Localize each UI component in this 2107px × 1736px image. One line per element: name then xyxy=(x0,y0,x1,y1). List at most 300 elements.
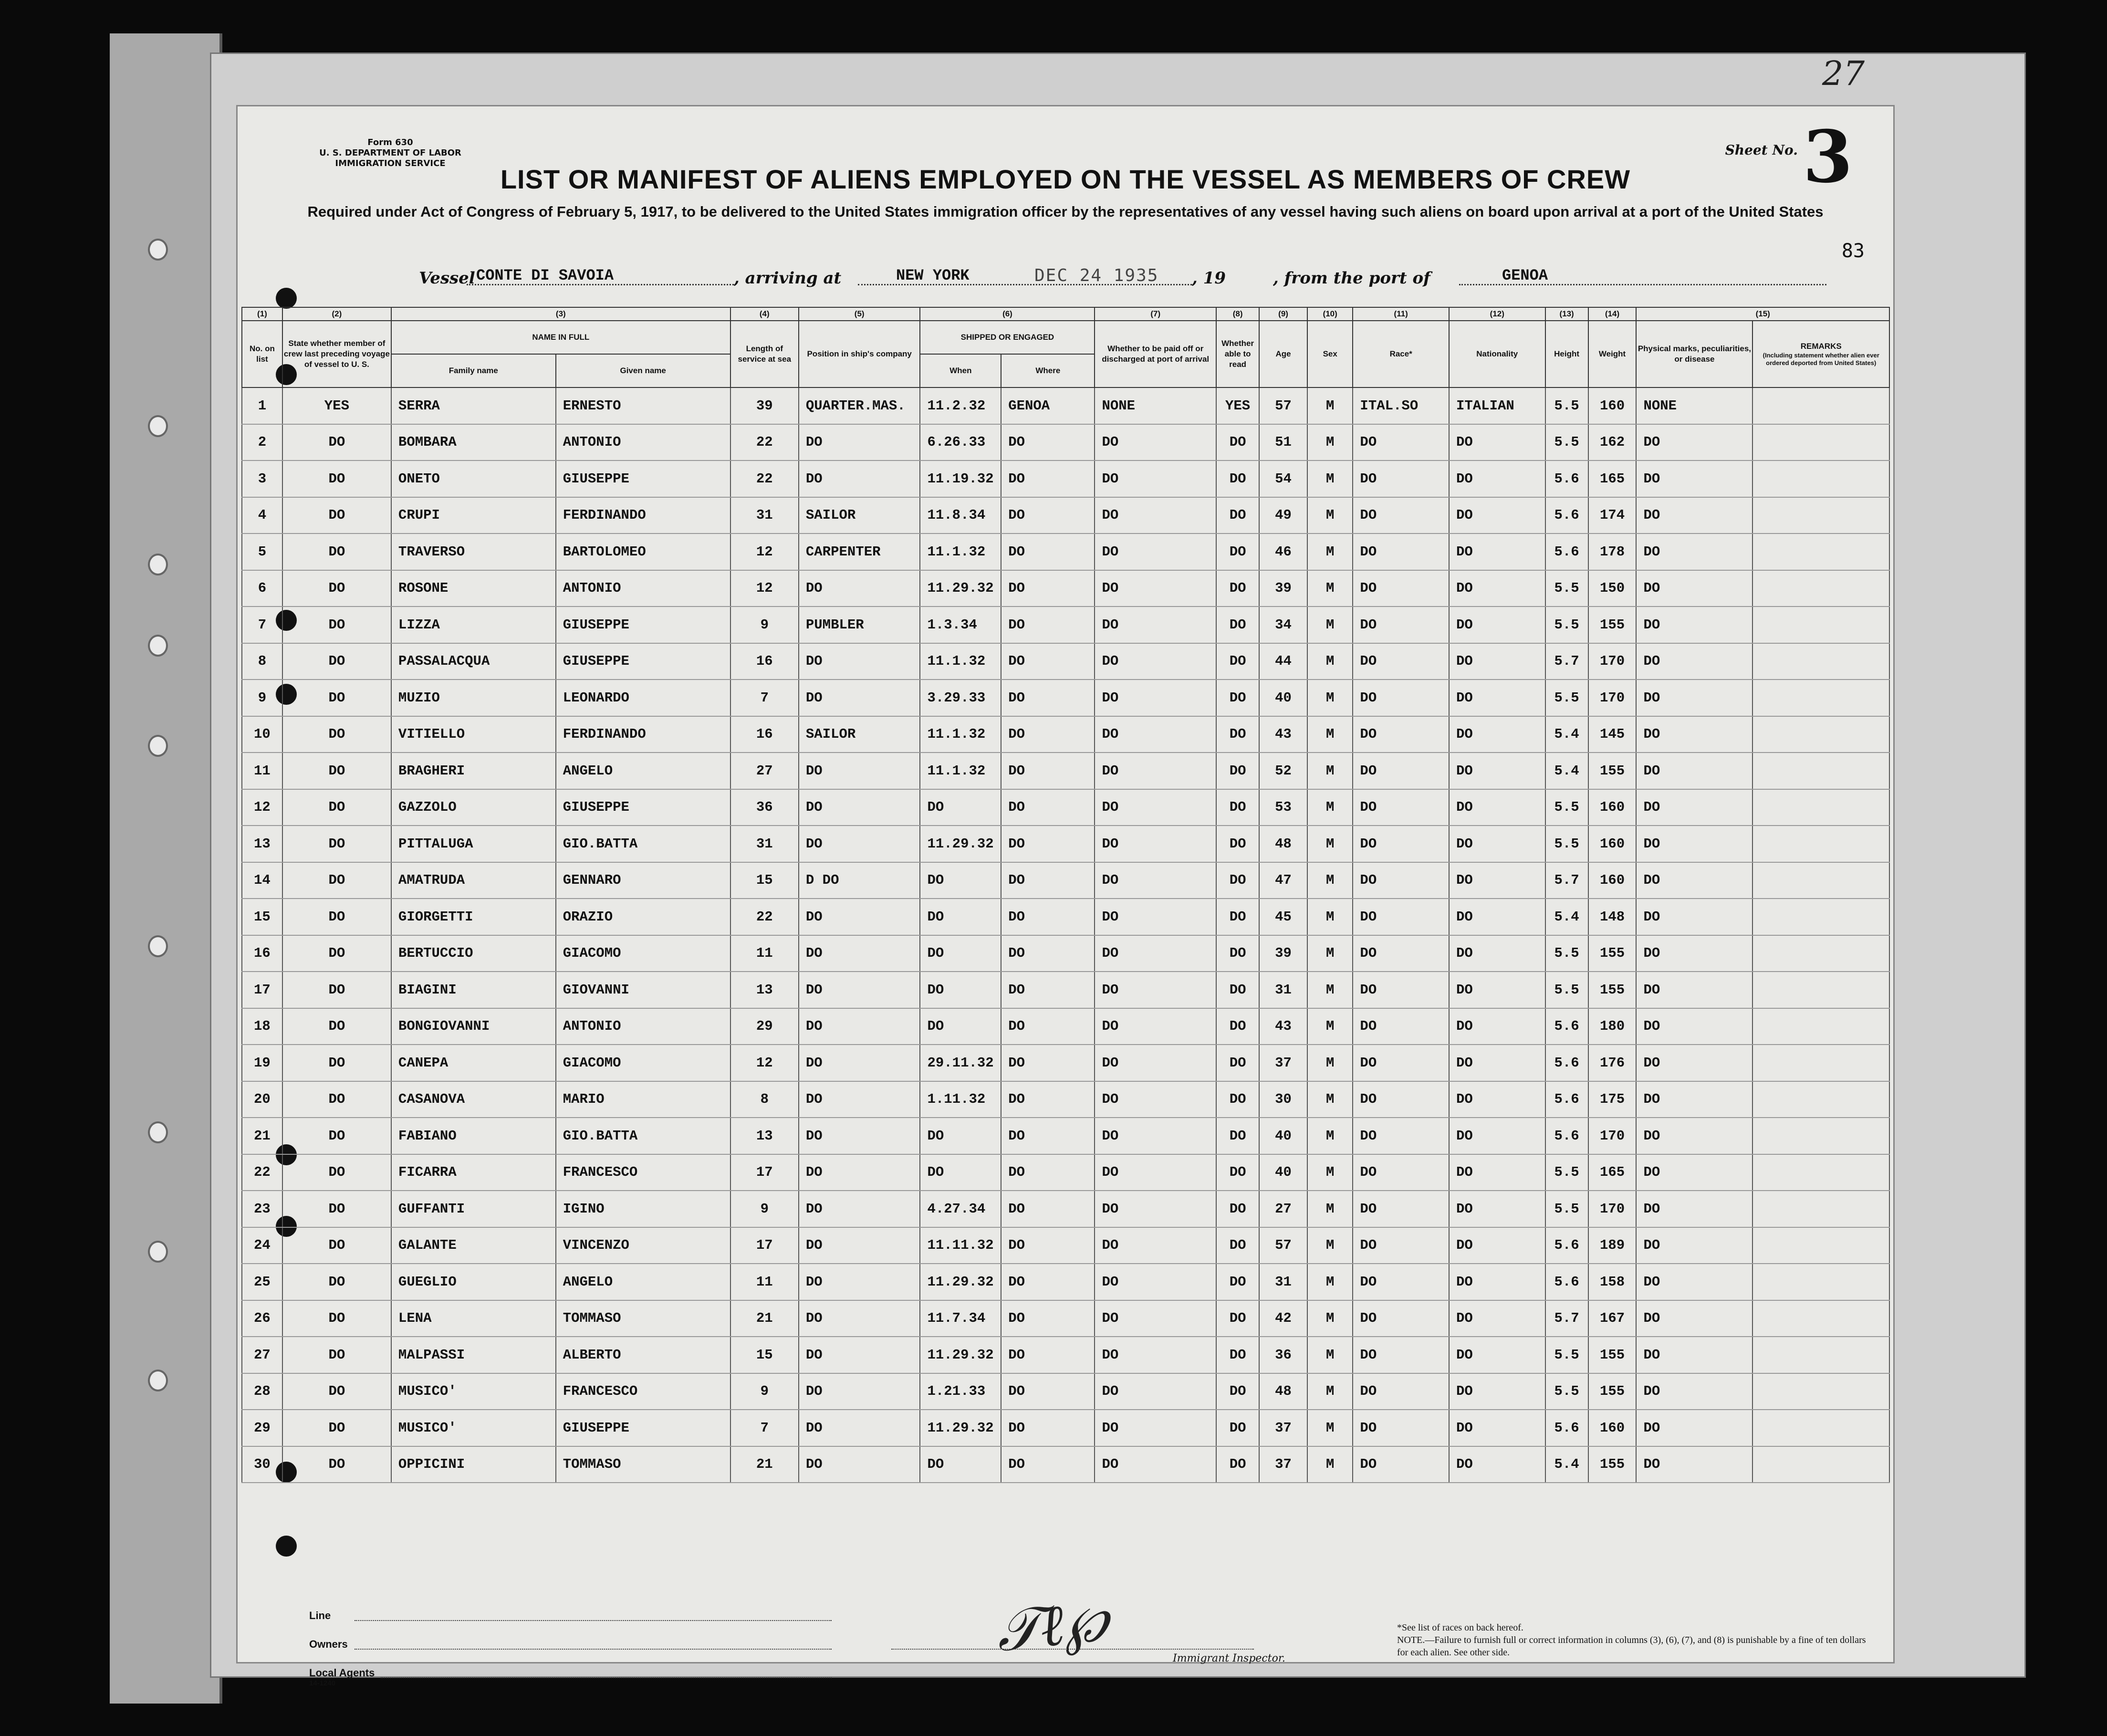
date-stamp: DEC 24 1935 xyxy=(1034,266,1159,285)
owners-label: Owners xyxy=(309,1638,348,1650)
shipped-when-cell: 1.11.32 xyxy=(920,1081,1001,1118)
sex-cell: M xyxy=(1307,1118,1353,1154)
able-read-cell: DO xyxy=(1216,570,1259,607)
remarks-cell xyxy=(1752,424,1889,461)
position-cell: DO xyxy=(799,935,920,972)
able-read-cell: DO xyxy=(1216,424,1259,461)
given-name-cell: ORAZIO xyxy=(556,899,730,935)
length-service-cell: 12 xyxy=(730,533,799,570)
physical-marks-cell: DO xyxy=(1636,680,1752,716)
sex-cell: M xyxy=(1307,1191,1353,1227)
nationality-cell: DO xyxy=(1449,935,1545,972)
height-cell: 5.5 xyxy=(1545,1191,1588,1227)
row-number-cell: 13 xyxy=(242,826,282,862)
family-name-cell: AMATRUDA xyxy=(391,862,556,899)
sex-cell: M xyxy=(1307,1264,1353,1300)
physical-marks-cell: DO xyxy=(1636,789,1752,826)
sex-cell: M xyxy=(1307,460,1353,497)
row-number-cell: 14 xyxy=(242,862,282,899)
weight-cell: 180 xyxy=(1588,1008,1637,1045)
physical-marks-cell: DO xyxy=(1636,1191,1752,1227)
age-cell: 49 xyxy=(1259,497,1307,534)
row-number-cell: 8 xyxy=(242,643,282,680)
age-cell: 39 xyxy=(1259,570,1307,607)
race-cell: DO xyxy=(1353,460,1449,497)
weight-cell: 160 xyxy=(1588,862,1637,899)
nationality-cell: DO xyxy=(1449,716,1545,753)
physical-marks-cell: DO xyxy=(1636,862,1752,899)
physical-marks-cell: DO xyxy=(1636,935,1752,972)
table-row xyxy=(242,1227,1889,1264)
age-cell: 57 xyxy=(1259,387,1307,424)
shipped-when-cell: 11.2.32 xyxy=(920,387,1001,424)
nationality-cell: DO xyxy=(1449,680,1545,716)
sex-cell: M xyxy=(1307,643,1353,680)
row-number-cell: 19 xyxy=(242,1045,282,1081)
binder-hole xyxy=(148,239,168,261)
able-read-cell: DO xyxy=(1216,935,1259,972)
prev-voyage-cell: DO xyxy=(282,899,391,935)
length-service-cell: 12 xyxy=(730,1045,799,1081)
row-number-cell: 7 xyxy=(242,607,282,643)
table-row xyxy=(242,753,1889,789)
remarks-cell xyxy=(1752,1154,1889,1191)
given-name-cell: TOMMASO xyxy=(556,1300,730,1337)
nationality-cell: DO xyxy=(1449,1081,1545,1118)
agents-field xyxy=(381,1677,832,1678)
able-read-cell: DO xyxy=(1216,1264,1259,1300)
vessel-label: Vessel xyxy=(419,269,475,288)
remarks-cell xyxy=(1752,460,1889,497)
header-remarks xyxy=(1752,321,1889,387)
paid-off-cell: DO xyxy=(1095,460,1216,497)
sex-cell: M xyxy=(1307,387,1353,424)
weight-cell: 160 xyxy=(1588,1410,1637,1446)
weight-cell: 155 xyxy=(1588,753,1637,789)
prev-voyage-cell: DO xyxy=(282,1118,391,1154)
remarks-cell xyxy=(1752,935,1889,972)
nationality-cell: DO xyxy=(1449,1227,1545,1264)
weight-cell: 155 xyxy=(1588,935,1637,972)
row-number-cell: 25 xyxy=(242,1264,282,1300)
binder-hole xyxy=(148,635,168,657)
height-cell: 5.4 xyxy=(1545,899,1588,935)
table-row xyxy=(242,1045,1889,1081)
family-name-cell: MUSICO' xyxy=(391,1410,556,1446)
header-remarks-sub: (Including statement whether alien ever ordered deported from United States) xyxy=(1763,352,1879,366)
remarks-cell xyxy=(1752,1191,1889,1227)
race-cell: DO xyxy=(1353,1337,1449,1373)
inspector-label: Immigrant Inspector. xyxy=(1173,1652,1285,1664)
row-number-cell: 2 xyxy=(242,424,282,461)
shipped-when-cell: 11.29.32 xyxy=(920,570,1001,607)
table-row xyxy=(242,789,1889,826)
header-weight: Weight xyxy=(1588,321,1637,387)
shipped-when-cell: 11.7.34 xyxy=(920,1300,1001,1337)
physical-marks-cell: DO xyxy=(1636,899,1752,935)
given-name-cell: GIOVANNI xyxy=(556,972,730,1008)
sex-cell: M xyxy=(1307,972,1353,1008)
able-read-cell: DO xyxy=(1216,1008,1259,1045)
family-name-cell: ONETO xyxy=(391,460,556,497)
length-service-cell: 17 xyxy=(730,1227,799,1264)
sex-cell: M xyxy=(1307,533,1353,570)
row-number-cell: 1 xyxy=(242,387,282,424)
family-name-cell: BRAGHERI xyxy=(391,753,556,789)
race-cell: DO xyxy=(1353,1045,1449,1081)
shipped-when-cell: 11.29.32 xyxy=(920,826,1001,862)
header-position: Position in ship's company xyxy=(799,321,920,387)
position-cell: DO xyxy=(799,1373,920,1410)
position-cell: DO xyxy=(799,424,920,461)
able-read-cell: DO xyxy=(1216,826,1259,862)
prev-voyage-cell: DO xyxy=(282,643,391,680)
age-cell: 31 xyxy=(1259,972,1307,1008)
height-cell: 5.5 xyxy=(1545,789,1588,826)
nationality-cell: DO xyxy=(1449,862,1545,899)
able-read-cell: DO xyxy=(1216,862,1259,899)
shipped-where-cell: DO xyxy=(1001,789,1095,826)
race-cell: DO xyxy=(1353,1373,1449,1410)
remarks-cell xyxy=(1752,533,1889,570)
shipped-where-cell: DO xyxy=(1001,899,1095,935)
height-cell: 5.7 xyxy=(1545,862,1588,899)
paid-off-cell: DO xyxy=(1095,1373,1216,1410)
height-cell: 5.5 xyxy=(1545,387,1588,424)
able-read-cell: DO xyxy=(1216,1373,1259,1410)
table-row xyxy=(242,935,1889,972)
family-name-cell: MALPASSI xyxy=(391,1337,556,1373)
shipped-when-cell: 11.1.32 xyxy=(920,716,1001,753)
header-age: Age xyxy=(1259,321,1307,387)
length-service-cell: 29 xyxy=(730,1008,799,1045)
able-read-cell: DO xyxy=(1216,460,1259,497)
able-read-cell: DO xyxy=(1216,753,1259,789)
from-port-label: , from the port of xyxy=(1273,269,1430,288)
age-cell: 48 xyxy=(1259,1373,1307,1410)
shipped-when-cell: DO xyxy=(920,972,1001,1008)
given-name-cell: ANTONIO xyxy=(556,570,730,607)
remarks-cell xyxy=(1752,899,1889,935)
inspector-signature: 𝒯ℓ℘ xyxy=(993,1587,1111,1665)
weight-cell: 148 xyxy=(1588,899,1637,935)
sex-cell: M xyxy=(1307,789,1353,826)
age-cell: 48 xyxy=(1259,826,1307,862)
given-name-cell: IGINO xyxy=(556,1191,730,1227)
height-cell: 5.6 xyxy=(1545,1081,1588,1118)
given-name-cell: GIO.BATTA xyxy=(556,1118,730,1154)
sex-cell: M xyxy=(1307,497,1353,534)
paid-off-cell: DO xyxy=(1095,1337,1216,1373)
length-service-cell: 9 xyxy=(730,607,799,643)
shipped-where-cell: DO xyxy=(1001,607,1095,643)
footer-note xyxy=(1397,1621,1874,1659)
paid-off-cell: DO xyxy=(1095,1081,1216,1118)
table-row xyxy=(242,1264,1889,1300)
prev-voyage-cell: DO xyxy=(282,1446,391,1483)
age-cell: 31 xyxy=(1259,1264,1307,1300)
nationality-cell: DO xyxy=(1449,972,1545,1008)
sex-cell: M xyxy=(1307,1008,1353,1045)
table-row xyxy=(242,1191,1889,1227)
given-name-cell: GIUSEPPE xyxy=(556,789,730,826)
nationality-cell: DO xyxy=(1449,1410,1545,1446)
paid-off-cell: DO xyxy=(1095,533,1216,570)
height-cell: 5.6 xyxy=(1545,1410,1588,1446)
family-name-cell: GIORGETTI xyxy=(391,899,556,935)
physical-marks-cell: DO xyxy=(1636,1008,1752,1045)
family-name-cell: BOMBARA xyxy=(391,424,556,461)
physical-marks-cell: DO xyxy=(1636,1081,1752,1118)
colnum-14: (14) xyxy=(1588,307,1637,321)
height-cell: 5.6 xyxy=(1545,497,1588,534)
nationality-cell: DO xyxy=(1449,424,1545,461)
table-row xyxy=(242,460,1889,497)
race-cell: DO xyxy=(1353,570,1449,607)
weight-cell: 145 xyxy=(1588,716,1637,753)
crew-manifest-table xyxy=(241,307,1890,1483)
row-number-cell: 6 xyxy=(242,570,282,607)
colnum-4: (4) xyxy=(730,307,799,321)
family-name-cell: SERRA xyxy=(391,387,556,424)
shipped-when-cell: 4.27.34 xyxy=(920,1191,1001,1227)
shipped-where-cell: DO xyxy=(1001,862,1095,899)
race-cell: DO xyxy=(1353,826,1449,862)
paid-off-cell: NONE xyxy=(1095,387,1216,424)
row-number-cell: 28 xyxy=(242,1373,282,1410)
paid-off-cell: DO xyxy=(1095,1410,1216,1446)
binder-hole xyxy=(148,415,168,437)
weight-cell: 174 xyxy=(1588,497,1637,534)
page-subtitle: Required under Act of Congress of February 5, 1917, to be delivered to the United States immigration officer by the representatives of any vessel having such aliens on board upon arrival at a port of the United States xyxy=(307,203,1824,220)
given-name-cell: GIUSEPPE xyxy=(556,1410,730,1446)
nationality-cell: DO xyxy=(1449,643,1545,680)
shipped-when-cell: 3.29.33 xyxy=(920,680,1001,716)
physical-marks-cell: DO xyxy=(1636,1337,1752,1373)
family-name-cell: BIAGINI xyxy=(391,972,556,1008)
weight-cell: 170 xyxy=(1588,1191,1637,1227)
prev-voyage-cell: DO xyxy=(282,826,391,862)
length-service-cell: 12 xyxy=(730,570,799,607)
sex-cell: M xyxy=(1307,935,1353,972)
given-name-cell: ANGELO xyxy=(556,753,730,789)
physical-marks-cell: DO xyxy=(1636,460,1752,497)
age-cell: 36 xyxy=(1259,1337,1307,1373)
position-cell: DO xyxy=(799,972,920,1008)
age-cell: 34 xyxy=(1259,607,1307,643)
race-cell: DO xyxy=(1353,1264,1449,1300)
family-name-cell: GUFFANTI xyxy=(391,1191,556,1227)
service-name: IMMIGRATION SERVICE xyxy=(335,158,446,168)
races-note: *See list of races on back hereof. xyxy=(1397,1622,1523,1633)
remarks-cell xyxy=(1752,1008,1889,1045)
family-name-cell: CANEPA xyxy=(391,1045,556,1081)
position-cell: SAILOR xyxy=(799,497,920,534)
shipped-where-cell: DO xyxy=(1001,1300,1095,1337)
race-cell: DO xyxy=(1353,899,1449,935)
weight-cell: 150 xyxy=(1588,570,1637,607)
shipped-when-cell: 11.1.32 xyxy=(920,643,1001,680)
header-able-read: Whether able to read xyxy=(1216,321,1259,387)
handwritten-number-side: 83 xyxy=(1841,240,1865,262)
family-name-cell: GALANTE xyxy=(391,1227,556,1264)
length-service-cell: 15 xyxy=(730,862,799,899)
race-cell: DO xyxy=(1353,533,1449,570)
paid-off-cell: DO xyxy=(1095,899,1216,935)
given-name-cell: FERDINANDO xyxy=(556,716,730,753)
position-cell: DO xyxy=(799,1410,920,1446)
race-cell: DO xyxy=(1353,862,1449,899)
colnum-6: (6) xyxy=(920,307,1095,321)
shipped-where-cell: DO xyxy=(1001,460,1095,497)
given-name-cell: GIUSEPPE xyxy=(556,643,730,680)
nationality-cell: DO xyxy=(1449,497,1545,534)
length-service-cell: 31 xyxy=(730,826,799,862)
given-name-cell: ALBERTO xyxy=(556,1337,730,1373)
weight-cell: 158 xyxy=(1588,1264,1637,1300)
nationality-cell: DO xyxy=(1449,899,1545,935)
able-read-cell: DO xyxy=(1216,607,1259,643)
shipped-where-cell: DO xyxy=(1001,497,1095,534)
prev-voyage-cell: DO xyxy=(282,1191,391,1227)
page-title: LIST OR MANIFEST OF ALIENS EMPLOYED ON THE VESSEL AS MEMBERS OF CREW xyxy=(500,164,1631,194)
family-name-cell: FABIANO xyxy=(391,1118,556,1154)
length-service-cell: 39 xyxy=(730,387,799,424)
nationality-cell: DO xyxy=(1449,1373,1545,1410)
weight-cell: 178 xyxy=(1588,533,1637,570)
race-cell: DO xyxy=(1353,1300,1449,1337)
row-number-cell: 12 xyxy=(242,789,282,826)
header-family-name: Family name xyxy=(391,354,556,387)
paid-off-cell: DO xyxy=(1095,862,1216,899)
prev-voyage-cell: DO xyxy=(282,1227,391,1264)
header-paid-off: Whether to be paid off or discharged at port of arrival xyxy=(1095,321,1216,387)
fine-note: NOTE.—Failure to furnish full or correct information in columns (3), (6), (7), and (8) is punishable by a fine of ten dollars for each alien. See other side. xyxy=(1397,1635,1866,1658)
shipped-when-cell: 11.11.32 xyxy=(920,1227,1001,1264)
family-name-cell: MUZIO xyxy=(391,680,556,716)
position-cell: DO xyxy=(799,680,920,716)
height-cell: 5.5 xyxy=(1545,607,1588,643)
shipped-where-cell: DO xyxy=(1001,1008,1095,1045)
shipped-where-cell: DO xyxy=(1001,1227,1095,1264)
sheet-number: 3 xyxy=(1803,115,1853,199)
sex-cell: M xyxy=(1307,1227,1353,1264)
height-cell: 5.5 xyxy=(1545,1373,1588,1410)
age-cell: 39 xyxy=(1259,935,1307,972)
able-read-cell: DO xyxy=(1216,972,1259,1008)
age-cell: 43 xyxy=(1259,1008,1307,1045)
race-cell: DO xyxy=(1353,680,1449,716)
length-service-cell: 36 xyxy=(730,789,799,826)
height-cell: 5.5 xyxy=(1545,826,1588,862)
table-row xyxy=(242,1008,1889,1045)
table-row xyxy=(242,387,1889,424)
position-cell: DO xyxy=(799,1081,920,1118)
table-row xyxy=(242,1118,1889,1154)
height-cell: 5.5 xyxy=(1545,972,1588,1008)
colnum-10: (10) xyxy=(1307,307,1353,321)
length-service-cell: 22 xyxy=(730,460,799,497)
shipped-when-cell: DO xyxy=(920,1446,1001,1483)
table-row xyxy=(242,570,1889,607)
family-name-cell: PASSALACQUA xyxy=(391,643,556,680)
paid-off-cell: DO xyxy=(1095,1227,1216,1264)
position-cell: DO xyxy=(799,899,920,935)
binder-hole xyxy=(148,1241,168,1263)
sex-cell: M xyxy=(1307,1373,1353,1410)
remarks-cell xyxy=(1752,607,1889,643)
remarks-cell xyxy=(1752,972,1889,1008)
length-service-cell: 7 xyxy=(730,1410,799,1446)
colnum-11: (11) xyxy=(1353,307,1449,321)
shipped-where-cell: DO xyxy=(1001,424,1095,461)
nationality-cell: DO xyxy=(1449,570,1545,607)
weight-cell: 189 xyxy=(1588,1227,1637,1264)
remarks-cell xyxy=(1752,1045,1889,1081)
physical-marks-cell: DO xyxy=(1636,1264,1752,1300)
remarks-cell xyxy=(1752,716,1889,753)
given-name-cell: FRANCESCO xyxy=(556,1373,730,1410)
owners-field xyxy=(355,1649,832,1650)
table-row xyxy=(242,533,1889,570)
position-cell: CARPENTER xyxy=(799,533,920,570)
length-service-cell: 16 xyxy=(730,716,799,753)
prev-voyage-cell: DO xyxy=(282,1045,391,1081)
age-cell: 57 xyxy=(1259,1227,1307,1264)
row-number-cell: 10 xyxy=(242,716,282,753)
binder-hole xyxy=(148,1121,168,1143)
given-name-cell: GIUSEPPE xyxy=(556,460,730,497)
shipped-where-cell: DO xyxy=(1001,533,1095,570)
height-cell: 5.6 xyxy=(1545,1008,1588,1045)
paid-off-cell: DO xyxy=(1095,753,1216,789)
given-name-cell: FERDINANDO xyxy=(556,497,730,534)
length-service-cell: 13 xyxy=(730,972,799,1008)
race-cell: DO xyxy=(1353,1154,1449,1191)
weight-cell: 170 xyxy=(1588,680,1637,716)
table-row xyxy=(242,497,1889,534)
binder-hole xyxy=(148,554,168,575)
physical-marks-cell: DO xyxy=(1636,1446,1752,1483)
given-name-cell: GIUSEPPE xyxy=(556,607,730,643)
row-number-cell: 17 xyxy=(242,972,282,1008)
header-physical: Physical marks, peculiarities, or disease xyxy=(1636,321,1752,387)
given-name-cell: GIO.BATTA xyxy=(556,826,730,862)
row-number-cell: 29 xyxy=(242,1410,282,1446)
physical-marks-cell: DO xyxy=(1636,753,1752,789)
shipped-where-cell: DO xyxy=(1001,1081,1095,1118)
row-number-cell: 9 xyxy=(242,680,282,716)
weight-cell: 155 xyxy=(1588,1373,1637,1410)
age-cell: 40 xyxy=(1259,1154,1307,1191)
manifest-sheet xyxy=(236,54,1895,1687)
weight-cell: 167 xyxy=(1588,1300,1637,1337)
race-cell: DO xyxy=(1353,497,1449,534)
position-cell: DO xyxy=(799,826,920,862)
prev-voyage-cell: DO xyxy=(282,607,391,643)
shipped-where-cell: DO xyxy=(1001,1118,1095,1154)
sex-cell: M xyxy=(1307,1410,1353,1446)
remarks-cell xyxy=(1752,1446,1889,1483)
shipped-when-cell: DO xyxy=(920,1008,1001,1045)
agents-label: Local Agents xyxy=(309,1667,375,1679)
shipped-where-cell: DO xyxy=(1001,1373,1095,1410)
position-cell: DO xyxy=(799,789,920,826)
binder-hole xyxy=(148,735,168,757)
header-nationality: Nationality xyxy=(1449,321,1545,387)
prev-voyage-cell: DO xyxy=(282,753,391,789)
weight-cell: 165 xyxy=(1588,1154,1637,1191)
